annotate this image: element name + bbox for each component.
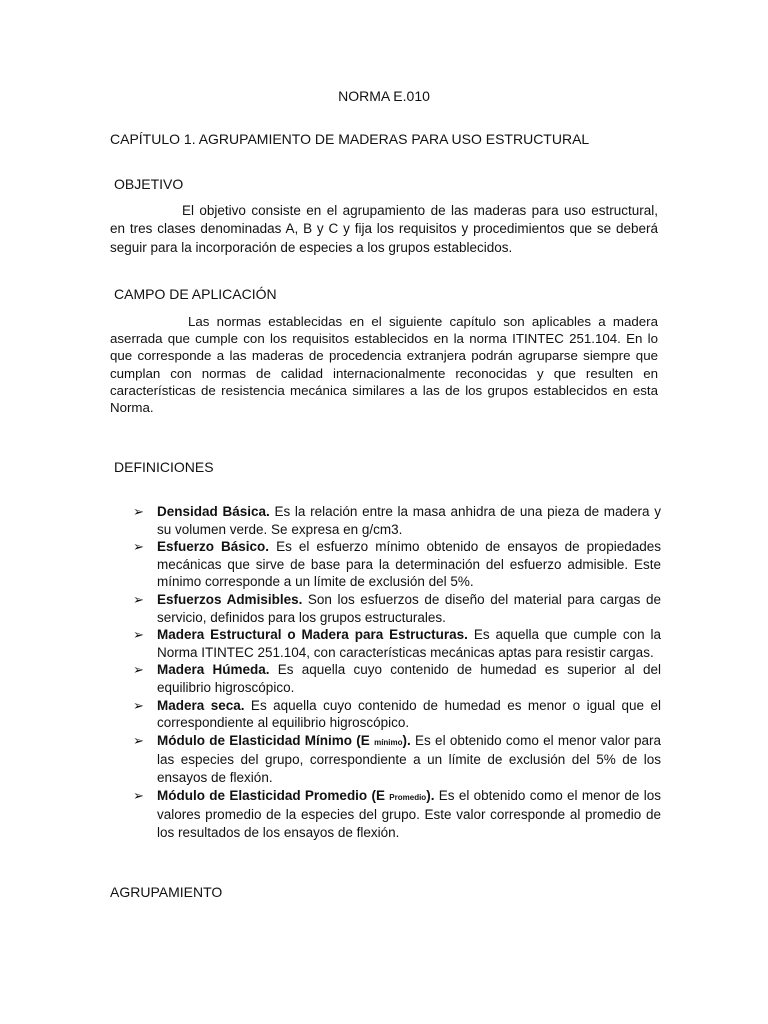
definition-item xyxy=(133,661,661,696)
definition-term-subscript: Promedio xyxy=(389,792,427,802)
campo-heading: CAMPO DE APLICACIÓN xyxy=(114,286,277,302)
definition-term-text: Madera seca. xyxy=(157,697,245,713)
definition-term-text: Densidad Básica. xyxy=(157,504,270,519)
definitions-list xyxy=(133,503,661,841)
bullet-arrow-icon: ➢ xyxy=(133,787,144,803)
definition-term xyxy=(157,627,468,642)
agrupamiento-heading: AGRUPAMIENTO xyxy=(110,884,223,900)
definition-text: Es la relación entre la masa anhidra de una pieza de madera y su volumen verde. Se expresa en g/cm3. xyxy=(157,504,662,537)
bullet-arrow-icon: ➢ xyxy=(133,697,144,713)
bullet-arrow-icon: ➢ xyxy=(133,627,144,643)
bullet-arrow-icon: ➢ xyxy=(133,539,144,555)
definition-term xyxy=(157,698,245,713)
objetivo-heading: OBJETIVO xyxy=(114,176,184,192)
bullet-arrow-icon: ➢ xyxy=(133,732,144,748)
definition-term-text: Módulo de Elasticidad Promedio (E xyxy=(157,787,390,803)
definition-term-end: ). xyxy=(402,732,411,748)
definition-item xyxy=(133,538,661,591)
bullet-arrow-icon: ➢ xyxy=(133,662,144,678)
campo-paragraph: Las normas establecidas en el siguiente capítulo son aplicables a madera aserrada que cumple con los requisitos establecidos en la norma ITINTEC 251.104. En lo que corresponde a las maderas de procedencia extranjera podrán agruparse siempre que cumplan con normas de calidad internacionalmente reconocidas y que resulten en características de resistencia mecánica similares a las de los grupos establecidos en esta Norma. xyxy=(110,314,658,416)
definition-term xyxy=(157,504,270,519)
definition-text: Son los esfuerzos de diseño del material para cargas de servicio, definidos para los grupos estructurales. xyxy=(157,591,661,625)
definition-term xyxy=(157,662,270,677)
definition-text: Es aquella cuyo contenido de humedad es menor o igual que el correspondiente al equilibrio higroscópico. xyxy=(157,697,661,731)
definition-item xyxy=(133,626,661,661)
definition-text: Es aquella que cumple con la Norma ITINTEC 251.104, con características mecánicas aptas para resistir cargas. xyxy=(157,627,661,660)
definition-term xyxy=(157,539,269,554)
definition-term-text: Esfuerzos Admisibles. xyxy=(157,591,303,607)
definition-term-text: Madera Húmeda. xyxy=(157,662,270,678)
definition-text: Es aquella cuyo contenido de humedad es superior al del equilibrio higroscópico. xyxy=(157,662,661,695)
definition-term xyxy=(157,788,434,803)
chapter-heading: CAPÍTULO 1. AGRUPAMIENTO DE MADERAS PARA USO ESTRUCTURAL xyxy=(110,131,590,147)
definition-term xyxy=(157,733,411,748)
definition-text: Es el obtenido como el menor valor para las especies del grupo, correspondiente a un límite de exclusión del 5% de los ensayos de flexión. xyxy=(157,732,661,785)
definition-term-text: Madera Estructural o Madera para Estructuras. xyxy=(157,627,468,643)
definition-term xyxy=(157,592,302,607)
definiciones-heading: DEFINICIONES xyxy=(114,459,214,475)
definition-term-text: Esfuerzo Básico. xyxy=(157,539,270,555)
definition-text: Es el esfuerzo mínimo obtenido de ensayos de propiedades mecánicas que sirve de base para la determinación del esfuerzo admisible. Este mínimo corresponde a un límite de exclusión del 5%. xyxy=(157,539,661,590)
definition-item xyxy=(133,732,661,787)
definition-item xyxy=(133,591,661,626)
bullet-arrow-icon: ➢ xyxy=(133,591,144,607)
document-title: NORMA E.010 xyxy=(338,88,430,104)
definition-item xyxy=(133,503,661,538)
objetivo-paragraph: El objetivo consiste en el agrupamiento de las maderas para uso estructural, en tres clases denominadas A, B y C y fija los requisitos y procedimientos que se deberá seguir para la incorporación de especies a los grupos establecidos. xyxy=(110,203,658,255)
definition-term-text: Módulo de Elasticidad Mínimo (E xyxy=(157,732,375,748)
bullet-arrow-icon: ➢ xyxy=(133,504,144,519)
definition-item xyxy=(133,697,661,732)
definition-text: Es el obtenido como el menor de los valores promedio de la especies del grupo. Este valor corresponde al promedio de los resultados de los ensayos de flexión. xyxy=(157,787,662,840)
definition-term-end: ). xyxy=(426,787,435,803)
definition-item xyxy=(133,787,661,842)
definition-term-subscript: mínimo xyxy=(374,737,403,747)
